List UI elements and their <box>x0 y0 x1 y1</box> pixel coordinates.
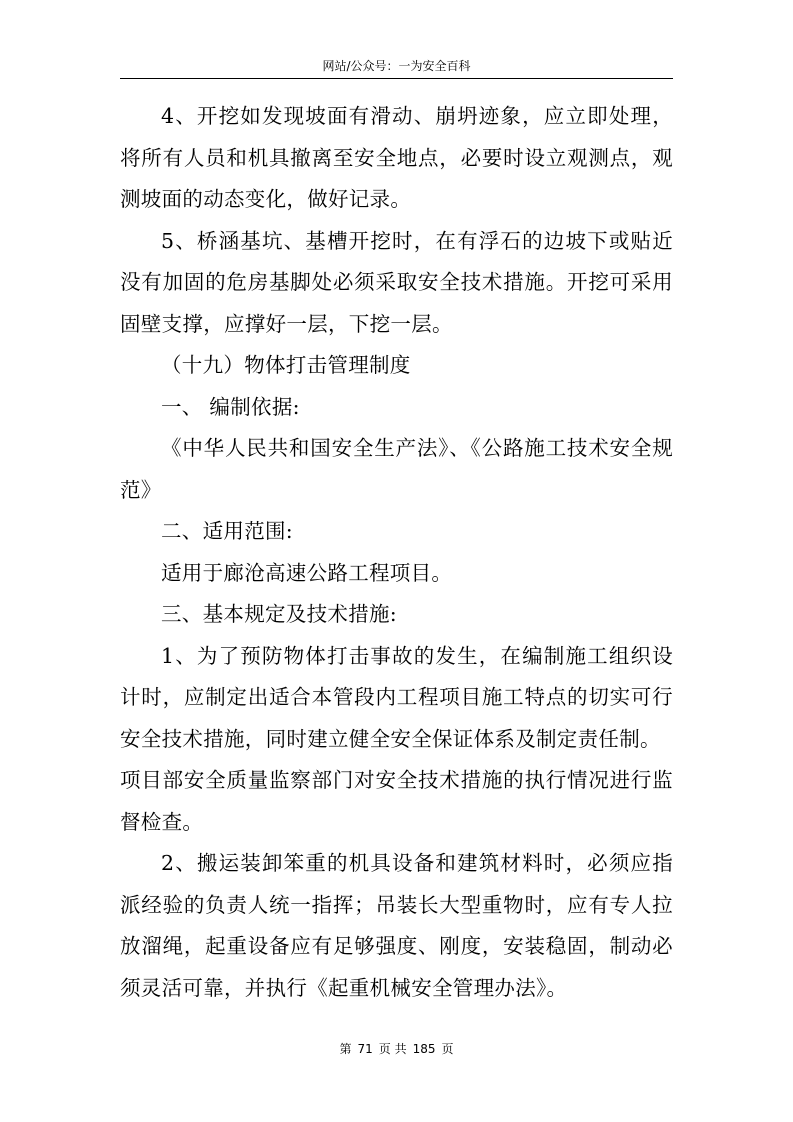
paragraph-item-4: 4、开挖如发现坡面有滑动、崩坍迹象，应立即处理，将所有人员和机具撤离至安全地点，必要时设立观测点，观测坡面的动态变化，做好记录。 <box>120 104 673 211</box>
subheading-scope: 二、适用范围: <box>161 519 294 543</box>
total-pages: 185 <box>412 1042 436 1056</box>
footer-prefix: 第 <box>339 1042 352 1056</box>
paragraph-item-5: 5、桥涵基坑、基槽开挖时，在有浮石的边坡下或贴近没有加固的危房基脚处必须采取安全技术措施。开挖可采用固壁支撑，应撑好一层，下挖一层。 <box>120 228 673 336</box>
footer-mid: 页 共 <box>378 1042 407 1056</box>
paragraph-rule-1: 1、为了预防物体打击事故的发生，在编制施工组织设计时，应制定出适合本管段内工程项目施工特点的切实可行安全技术措施，同时建立健全安全保证体系及制定责任制。 <box>120 643 673 751</box>
subheading-rules: 三、基本规定及技术措施: <box>161 602 398 626</box>
page-footer <box>0 1041 793 1057</box>
basis-text: 《中华人民共和国安全生产法》、《公路施工技术安全规范》 <box>120 436 673 502</box>
header-text: 网站/公众号：一为安全百科 <box>322 59 471 73</box>
document-body <box>120 96 673 1009</box>
page-header <box>120 56 673 79</box>
page-number: 71 <box>357 1042 373 1056</box>
paragraph-rule-1-continued: 项目部安全质量监察部门对安全技术措施的执行情况进行监督检查。 <box>120 768 673 834</box>
scope-text: 适用于廊沧高速公路工程项目。 <box>161 560 453 585</box>
section-heading: （十九）物体打击管理制度 <box>161 353 411 377</box>
subheading-basis: 一、 编制依据: <box>161 394 300 419</box>
footer-suffix: 页 <box>441 1042 454 1056</box>
paragraph-rule-2: 2、搬运装卸笨重的机具设备和建筑材料时，必须应指派经验的负责人统一指挥；吊装长大型重物时，应有专人拉放溜绳，起重设备应有足够强度、刚度，安装稳固，制动必须灵活可靠，并执行《起重机械安全管理办法》。 <box>120 851 673 1000</box>
